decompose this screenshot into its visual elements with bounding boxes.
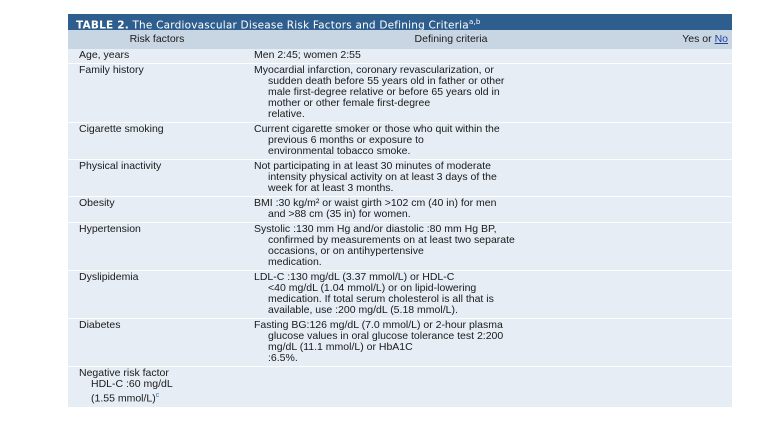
table-row (68, 160, 732, 197)
criteria-text: available, use :200 mg/dL (5.18 mmol/L). (268, 304, 458, 316)
table-row (68, 64, 732, 123)
risk-factor-text: Negative risk factor (79, 367, 169, 379)
table-row (68, 271, 732, 319)
risk-factor-cell (68, 49, 246, 64)
criteria-text: BMI :30 kg/m² or waist girth >102 cm (40 in) for men (254, 197, 497, 209)
header-no-link[interactable]: No (714, 33, 728, 45)
header-yes-or-prefix: Yes or (682, 33, 715, 45)
risk-factor-text: Obesity (79, 197, 115, 209)
table-title (68, 14, 732, 30)
defining-criteria-cell (246, 271, 656, 319)
header-defining-criteria: Defining criteria (246, 30, 656, 49)
defining-criteria-cell (246, 319, 656, 367)
table-row (68, 319, 732, 367)
criteria-text: Myocardial infarction, coronary revascularization, or (254, 64, 494, 76)
risk-factor-text: Cigarette smoking (79, 123, 164, 135)
yes-no-cell[interactable] (656, 271, 732, 319)
yes-no-cell[interactable] (656, 319, 732, 367)
risk-factor-cell (68, 367, 246, 408)
criteria-text: Systolic :130 mm Hg and/or diastolic :80 mm Hg BP, (254, 223, 497, 235)
risk-factor-text: HDL-C :60 mg/dL (91, 378, 173, 390)
defining-criteria-cell (246, 367, 656, 408)
yes-no-cell[interactable] (656, 160, 732, 197)
table-header-row (68, 30, 732, 49)
risk-factor-cell (68, 223, 246, 271)
criteria-text: Men 2:45; women 2:55 (254, 49, 361, 61)
risk-factor-text: Physical inactivity (79, 160, 162, 172)
criteria-text: Fasting BG:126 mg/dL (7.0 mmol/L) or 2-hour plasma (254, 319, 503, 331)
header-yes-or-no (656, 30, 732, 49)
criteria-text: mg/dL (11.1 mmol/L) or HbA1C (268, 341, 413, 353)
table-title-text: The Cardiovascular Disease Risk Factors and Defining Criteria (132, 19, 469, 30)
table-body (68, 49, 732, 407)
defining-criteria-cell (246, 64, 656, 123)
footnote-marker: c (155, 392, 160, 399)
defining-criteria-cell (246, 160, 656, 197)
risk-factor-cell (68, 123, 246, 160)
risk-factor-cell (68, 271, 246, 319)
criteria-text: :6.5%. (268, 352, 298, 364)
defining-criteria-cell (246, 223, 656, 271)
criteria-text: sudden death before 55 years old in father or other (268, 75, 505, 87)
criteria-text: mother or other female first-degree (268, 97, 431, 109)
criteria-text: Current cigarette smoker or those who quit within the (254, 123, 500, 135)
header-risk-factors: Risk factors (68, 30, 246, 49)
table-row (68, 223, 732, 271)
defining-criteria-cell (246, 49, 656, 64)
risk-factor-text: Diabetes (79, 319, 121, 331)
criteria-text: medication. (268, 256, 322, 268)
table-title-label: TABLE 2. (76, 19, 129, 30)
risk-factor-text: Age, years (79, 49, 130, 61)
criteria-text: <40 mg/dL (1.04 mmol/L) or on lipid-lowering (268, 282, 477, 294)
table-row (68, 49, 732, 64)
yes-no-cell[interactable] (656, 367, 732, 408)
yes-no-cell[interactable] (656, 64, 732, 123)
criteria-text: intensity physical activity on at least 3 days of the (268, 171, 497, 183)
risk-factor-cell (68, 319, 246, 367)
criteria-text: male first-degree relative or before 65 years old in (268, 86, 500, 98)
table-row (68, 197, 732, 223)
criteria-text: week for at least 3 months. (268, 182, 394, 194)
risk-factor-text: (1.55 mmol/L)$^c$ (91, 392, 160, 405)
criteria-text: glucose values in oral glucose tolerance test 2:200 (268, 330, 504, 342)
yes-no-cell[interactable] (656, 123, 732, 160)
risk-factor-text: Dyslipidemia (79, 271, 139, 283)
criteria-text: previous 6 months or exposure to (268, 134, 424, 146)
table-row (68, 367, 732, 408)
risk-factor-cell (68, 64, 246, 123)
criteria-text: medication. If total serum cholesterol is all that is (268, 293, 494, 305)
defining-criteria-cell (246, 123, 656, 160)
criteria-text: environmental tobacco smoke. (268, 145, 411, 157)
risk-factor-table (68, 30, 732, 408)
risk-factor-text: Hypertension (79, 223, 141, 235)
yes-no-cell[interactable] (656, 223, 732, 271)
table-title-footnote: a,b (468, 18, 481, 26)
risk-factor-cell (68, 197, 246, 223)
yes-no-cell[interactable] (656, 49, 732, 64)
defining-criteria-cell (246, 197, 656, 223)
yes-no-cell[interactable] (656, 197, 732, 223)
table-row (68, 123, 732, 160)
criteria-text: confirmed by measurements on at least two separate (268, 234, 515, 246)
risk-factor-text: Family history (79, 64, 144, 76)
criteria-text: LDL-C :130 mg/dL (3.37 mmol/L) or HDL-C (254, 271, 455, 283)
criteria-text: Not participating in at least 30 minutes of moderate (254, 160, 491, 172)
criteria-text: occasions, or on antihypertensive (268, 245, 424, 257)
criteria-text: and >88 cm (35 in) for women. (268, 208, 411, 220)
criteria-text: relative. (268, 108, 305, 120)
risk-factor-cell (68, 160, 246, 197)
risk-factor-table-container (68, 14, 732, 408)
